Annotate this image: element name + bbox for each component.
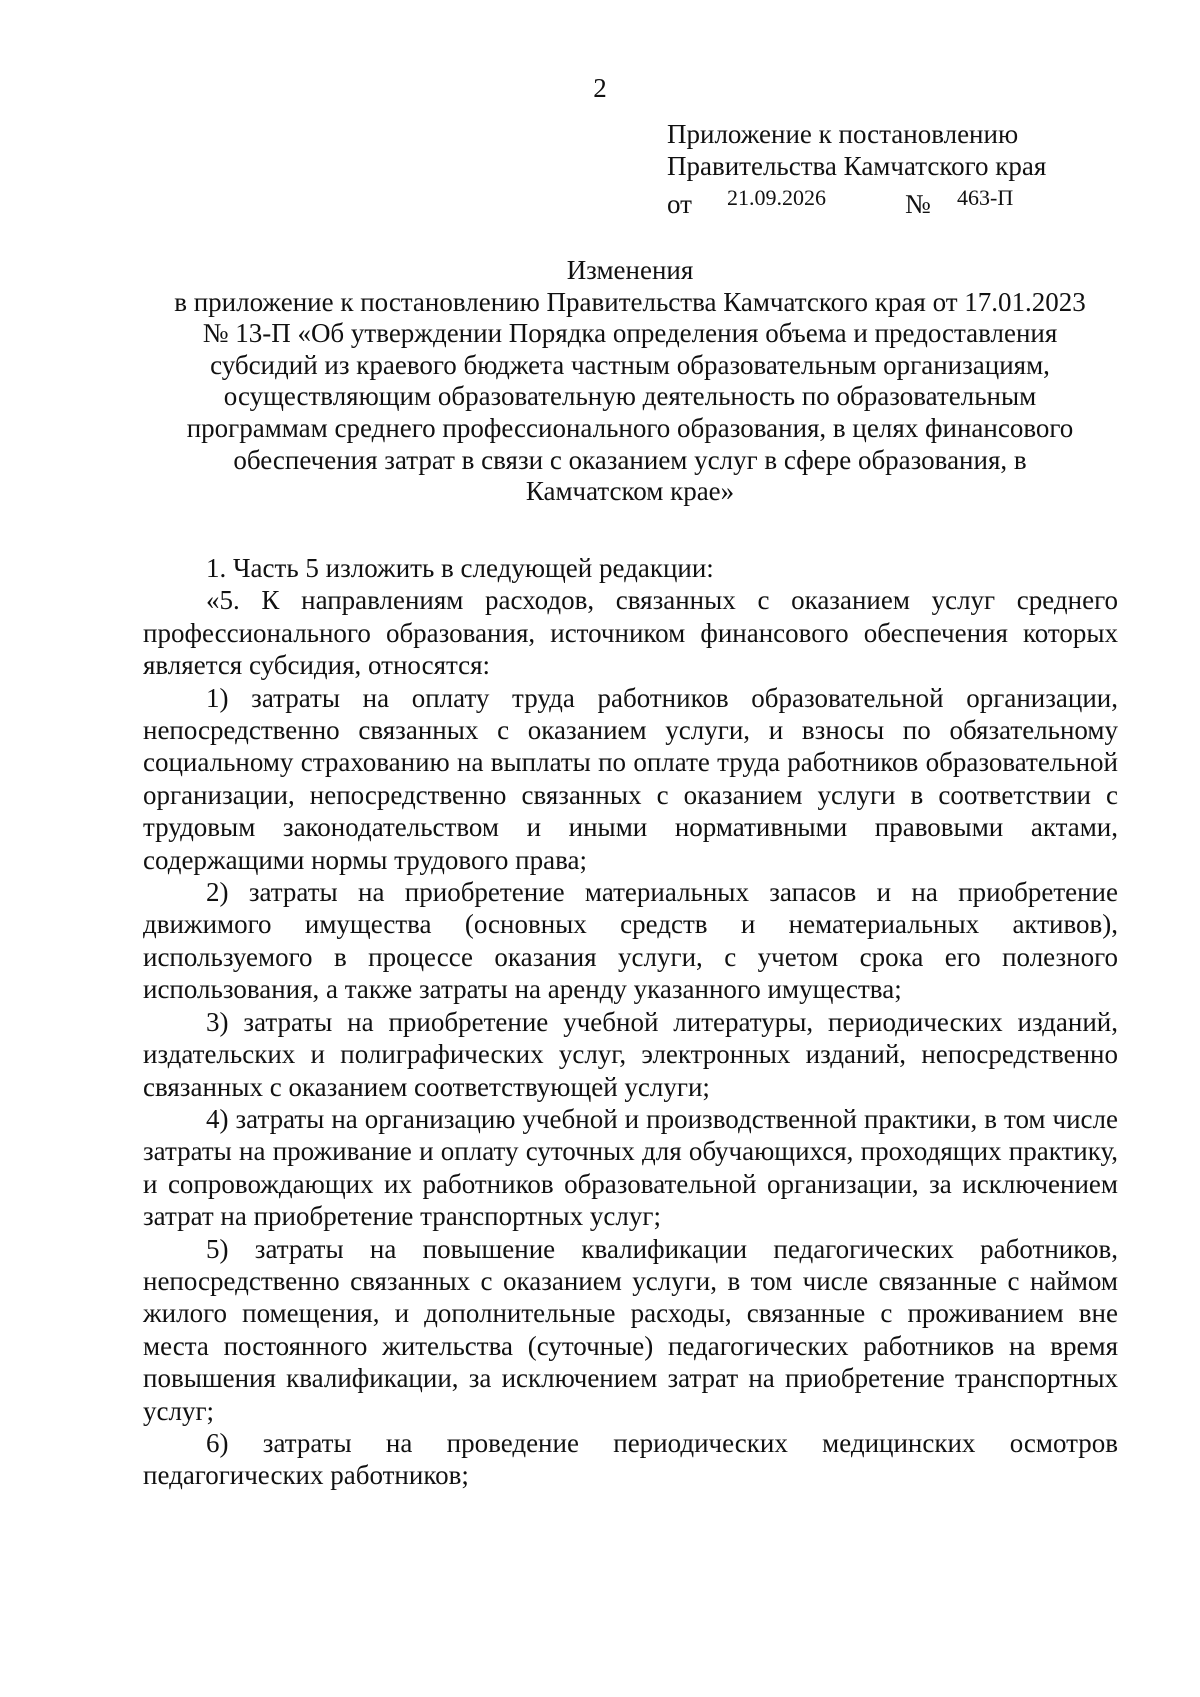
list-item-1: 1) затраты на оплату труда работников образовательной организации, непосредственно связанных с оказанием услуги, и взносы по обязательному социальному страхованию на выплаты по оплате труда работников образовательной организации, непосредственно связанных с оказанием услуги в соответствии с трудовым законодательством и иными нормативными правовыми актами, содержащими нормы трудового права; [143, 682, 1118, 875]
appendix-reference-row [667, 182, 1107, 219]
list-item-3: 3) затраты на приобретение учебной литературы, периодических изданий, издательских и полиграфических услуг, электронных изданий, непосредственно связанных с оказанием соответствующей услуги; [143, 1006, 1118, 1102]
heading-title: Изменения [566, 255, 694, 285]
heading-line: осуществляющим образовательную деятельность по образовательным [223, 381, 1037, 412]
paragraph-1-instruction: 1. Часть 5 изложить в следующей редакции: [206, 553, 714, 583]
appendix-date: 21.09.2026 [727, 185, 826, 210]
list-item-4: 4) затраты на организацию учебной и производственной практики, в том числе затраты на проживание и оплату суточных для обучающихся, проходящих практику, и сопровождающих их работников образовательной организации, за исключением затрат на приобретение транспортных услуг; [143, 1103, 1118, 1232]
heading-line: обеспечения затрат в связи с оказанием услуг в сфере образования, в [233, 444, 1027, 475]
heading-line: Камчатском крае» [525, 476, 735, 507]
appendix-line-2: Правительства Камчатского края [667, 151, 1047, 181]
heading-line: субсидий из краевого бюджета частным образовательным организациям, [210, 349, 1050, 380]
list-item-5: 5) затраты на повышение квалификации педагогических работников, непосредственно связанных с оказанием услуги, в том числе связанные с наймом жилого помещения, и дополнительные расходы, связанные с проживанием вне места постоянного жительства (суточные) педагогических работников на время повышения квалификации, за исключением затрат на приобретение транспортных услуг; [143, 1233, 1118, 1426]
document-body [143, 552, 1118, 1492]
paragraph-part-5: «5. К направлениям расходов, связанных с оказанием услуг среднего профессионального образования, источником финансового обеспечения которых является субсидия, относятся: [143, 585, 1118, 681]
document-heading [140, 255, 1120, 508]
list-item-2: 2) затраты на приобретение материальных запасов и на приобретение движимого имущества (основных средств и нематериальных активов), используемого в процессе оказания услуги, с учетом срока его полезного использования, а также затраты на аренду указанного имущества; [143, 877, 1118, 1005]
appendix-from-label: от [667, 189, 692, 219]
appendix-line-1: Приложение к постановлению [667, 119, 1019, 149]
heading-line: № 13-П «Об утверждении Порядка определения объема и предоставления [202, 318, 1058, 349]
appendix-number-sign: № [905, 189, 931, 219]
heading-line: программам среднего профессионального образования, в целях финансового [186, 412, 1074, 443]
page-number: 2 [593, 73, 607, 103]
appendix-number: 463-П [957, 185, 1014, 210]
appendix-header [667, 118, 1107, 219]
list-item-6: 6) затраты на проведение периодических медицинских осмотров педагогических работников; [143, 1427, 1118, 1491]
heading-line: в приложение к постановлению Правительства Камчатского края от 17.01.2023 [174, 286, 1086, 317]
